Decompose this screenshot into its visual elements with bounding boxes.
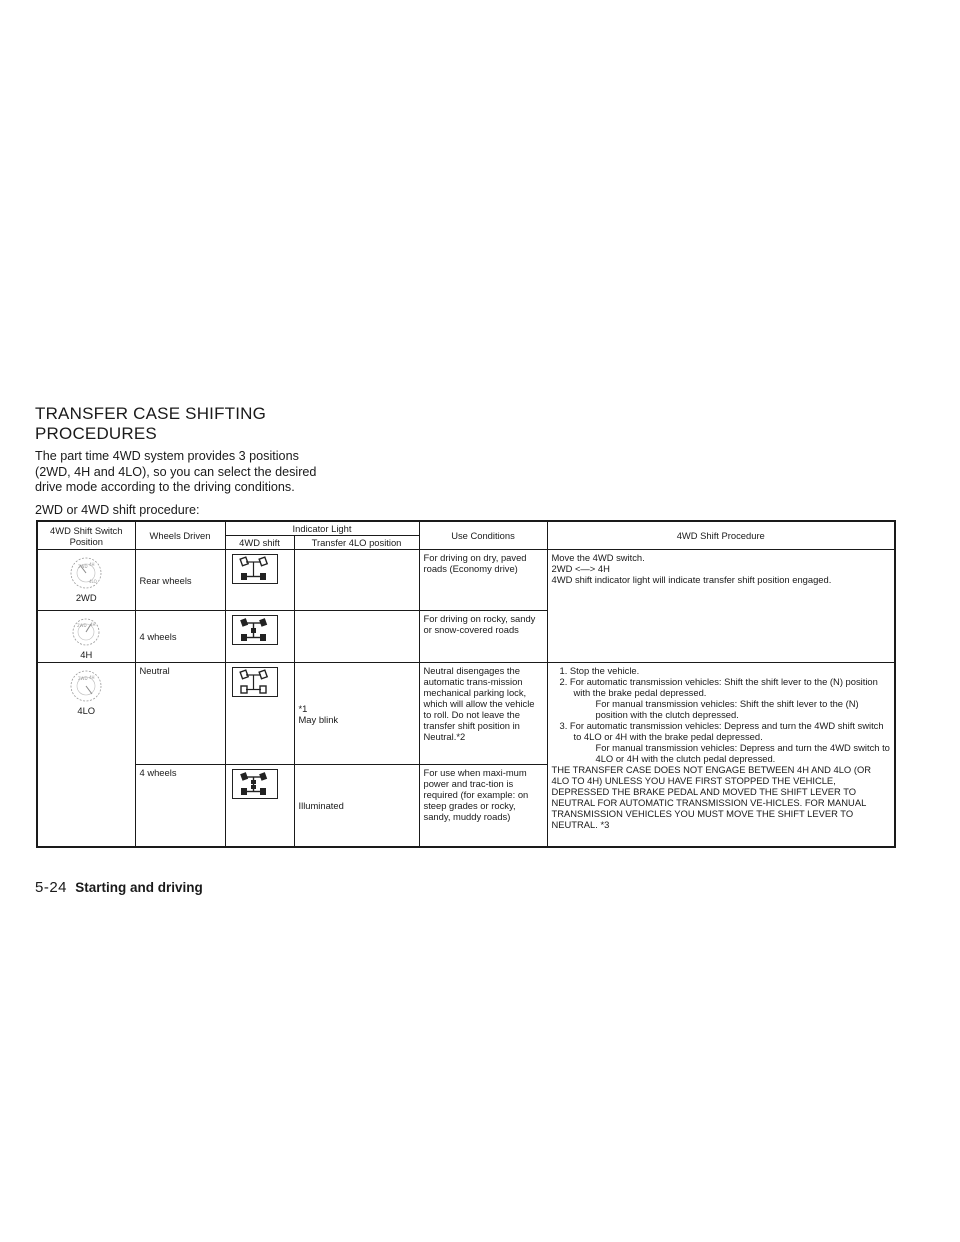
header-switch-position: 4WD Shift Switch Position	[37, 521, 135, 550]
page-footer	[35, 879, 203, 896]
table-row	[37, 663, 895, 765]
use-4lo-neutral: Neutral disengages the automatic trans-mission mechanical parking lock, which will allow the vehicle to roll. Do not leave the transfer shift position in Neutral.*2	[419, 663, 547, 765]
header-indicator-light: Indicator Light	[225, 521, 419, 536]
indicator-4lo-icon	[232, 769, 278, 799]
transfer-4lo-illuminated: Illuminated	[294, 765, 419, 847]
transfer-4lo-neutral	[294, 663, 419, 765]
position-label-2wd: 2WD	[75, 592, 97, 603]
svg-text:4H: 4H	[89, 562, 95, 567]
use-2wd: For driving on dry, paved roads (Economy drive)	[419, 550, 547, 611]
shift-procedure-table	[36, 520, 896, 848]
procedure-2wd-4h	[547, 550, 895, 663]
header-shift-procedure: 4WD Shift Procedure	[547, 521, 895, 550]
header-transfer-4lo: Transfer 4LO position	[294, 536, 419, 550]
procedure-step-1: 1. Stop the vehicle.	[559, 665, 640, 676]
procedure-step-3-manual: For manual transmission vehicles: Depress and turn the 4WD switch to 4LO or 4H with the clutch pedal depressed.	[595, 742, 890, 764]
heading-line-1: TRANSFER CASE SHIFTING	[35, 404, 267, 423]
position-label-4lo: 4LO	[77, 705, 96, 716]
procedure-2wd-line-2: 2WD <—> 4H	[551, 563, 610, 574]
indicator-4lo-neutral-cell	[225, 663, 294, 765]
procedure-2wd-line-1: Move the 4WD switch.	[551, 552, 645, 563]
use-4h: For driving on rocky, sandy or snow-covered roads	[419, 611, 547, 663]
indicator-4h-icon	[232, 615, 278, 645]
switch-knob-2wd-icon	[69, 556, 103, 590]
procedure-step-3-text: 3. For automatic transmission vehicles: Depress and turn the 4WD shift switch to 4LO or 4H with the brake pedal depressed.	[559, 720, 884, 742]
header-use-conditions: Use Conditions	[419, 521, 547, 550]
indicator-4lo-4wheels-cell	[225, 765, 294, 847]
procedure-subheading: 2WD or 4WD shift procedure:	[35, 503, 200, 517]
section-heading	[35, 404, 266, 444]
procedure-steps	[552, 665, 891, 764]
wheels-4h: 4 wheels	[135, 611, 225, 663]
header-4wd-shift: 4WD shift	[225, 536, 294, 550]
svg-text:4H: 4H	[90, 622, 96, 627]
procedure-warning: THE TRANSFER CASE DOES NOT ENGAGE BETWEEN 4H AND 4LO (OR 4LO TO 4H) UNLESS YOU HAVE FIRST STOPPED THE VEHICLE, DEPRESSED THE BRAKE PEDAL AND MOVED THE SHIFT LEVER TO NEUTRAL FOR AUTOMATIC TRANSMISSION VE-HICLES. FOR MANUAL TRANSMISSION VEHICLES YOU MUST MOVE THE SHIFT LEVER TO NEUTRAL. *3	[551, 764, 872, 830]
wheels-2wd: Rear wheels	[135, 550, 225, 611]
transfer-4lo-neutral-line-2: May blink	[298, 713, 339, 725]
switch-cell-4lo	[37, 663, 135, 847]
use-4lo-4wheels: For use when maxi-mum power and trac-tion is required (for example: on steep grades or rocky, sandy, muddy roads)	[419, 765, 547, 847]
procedure-4lo	[547, 663, 895, 847]
procedure-step-3	[552, 720, 891, 764]
indicator-2wd-icon	[232, 554, 278, 584]
procedure-2wd-line-3: 4WD shift indicator light will indicate transfer shift position engaged.	[551, 574, 832, 585]
transfer-4lo-neutral-line-1: *1	[298, 702, 308, 714]
table-row	[37, 550, 895, 611]
svg-text:2WD: 2WD	[77, 623, 87, 628]
procedure-step-2-manual: For manual transmission vehicles: Shift the shift lever to the (N) position with the clutch depressed.	[595, 698, 859, 720]
svg-text:2WD: 2WD	[78, 676, 88, 681]
transfer-4lo-4h	[294, 611, 419, 663]
intro-paragraph: The part time 4WD system provides 3 positions (2WD, 4H and 4LO), so you can select the desired drive mode according to the driving conditions.	[35, 449, 317, 494]
heading-line-2: PROCEDURES	[35, 424, 157, 443]
position-label-4h: 4H	[80, 649, 93, 660]
switch-cell-4h	[37, 611, 135, 663]
svg-text:4H: 4H	[89, 675, 95, 680]
indicator-2wd-cell	[225, 550, 294, 611]
switch-knob-4lo-icon	[69, 669, 103, 703]
page-number: 5-24	[35, 879, 68, 896]
wheels-4lo-neutral: Neutral	[135, 663, 225, 765]
transfer-4lo-2wd	[294, 550, 419, 611]
wheels-4lo-4wheels: 4 wheels	[135, 765, 225, 847]
indicator-neutral-icon	[232, 667, 278, 697]
procedure-step-2-text: 2. For automatic transmission vehicles: Shift the shift lever to the (N) position with the brake pedal depressed.	[559, 676, 878, 698]
svg-text:4LO: 4LO	[89, 579, 98, 584]
procedure-step-2	[552, 676, 891, 720]
indicator-4h-cell	[225, 611, 294, 663]
header-wheels-driven: Wheels Driven	[135, 521, 225, 550]
switch-cell-2wd	[37, 550, 135, 611]
svg-text:2WD: 2WD	[78, 564, 88, 569]
switch-knob-4h-icon	[69, 617, 103, 647]
section-name: Starting and driving	[75, 880, 203, 895]
